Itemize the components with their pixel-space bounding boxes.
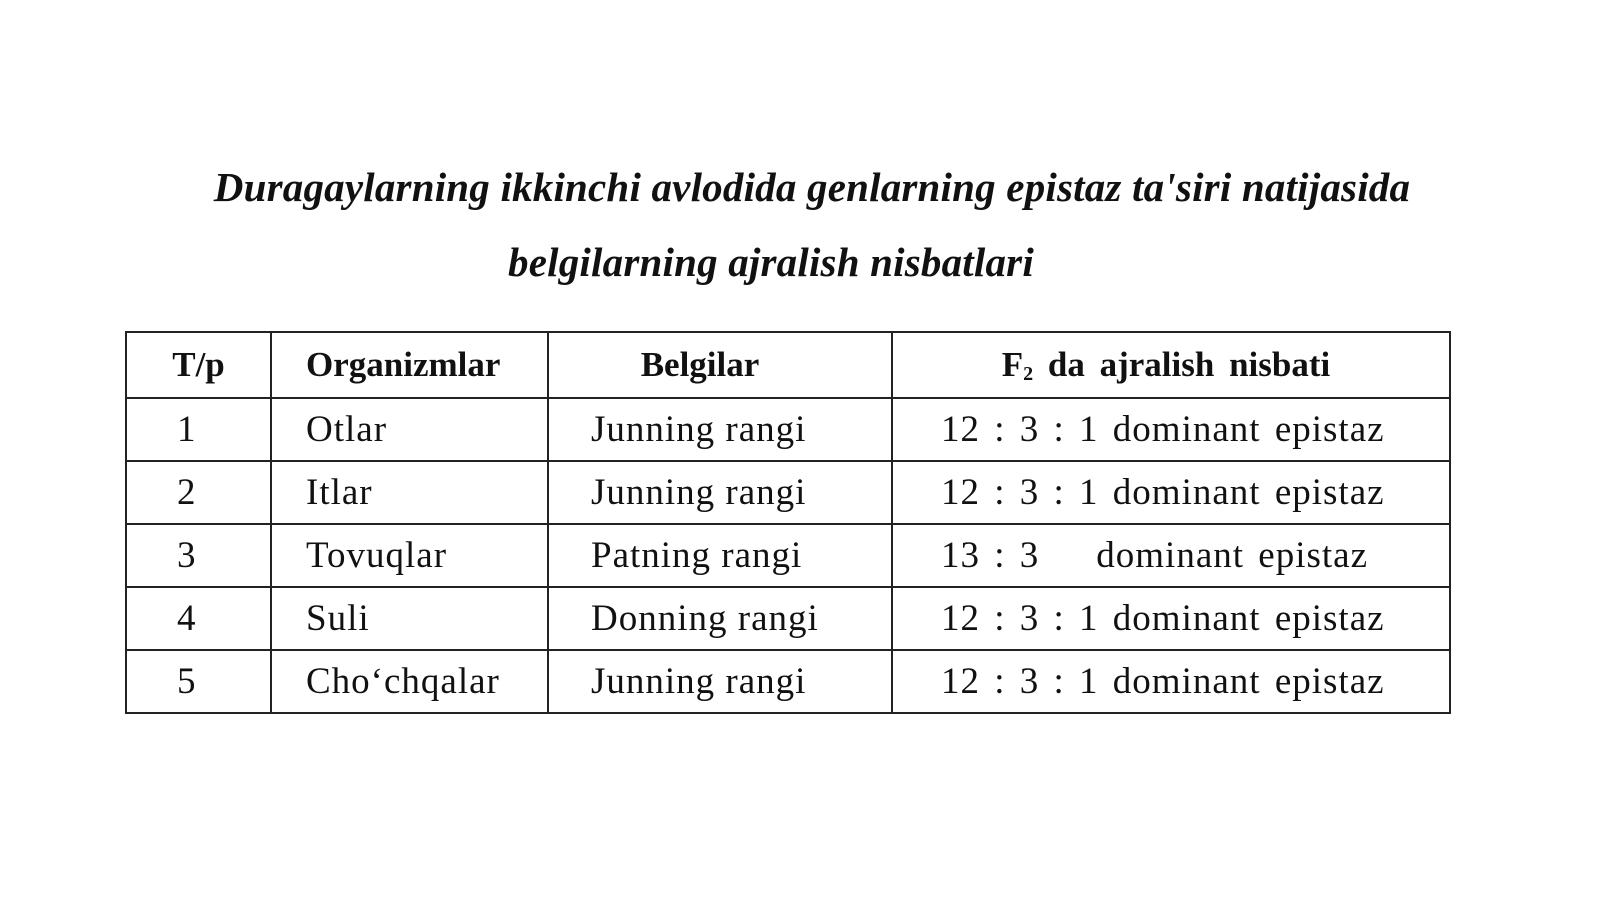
cell-ratio: 13 : 3 dominant epistaz [892, 524, 1450, 587]
cell-trait: Donning rangi [548, 587, 892, 650]
cell-trait: Junning rangi [548, 461, 892, 524]
table-title-line-2: belgilarning ajralish nisbatlari [508, 239, 1034, 285]
cell-number: 5 [126, 650, 271, 713]
header-number: T/p [126, 332, 271, 398]
cell-number: 1 [126, 398, 271, 461]
header-ratio-prefix: F [1001, 344, 1024, 384]
table-row [126, 524, 1450, 587]
cell-number: 4 [126, 587, 271, 650]
cell-number: 2 [126, 461, 271, 524]
header-organisms: Organizmlar [271, 332, 548, 398]
cell-trait: Junning rangi [548, 398, 892, 461]
epistasis-ratio-table [125, 331, 1451, 714]
cell-trait: Patning rangi [548, 524, 892, 587]
cell-ratio: 12 : 3 : 1 dominant epistaz [892, 650, 1450, 713]
cell-organism: Suli [271, 587, 548, 650]
header-ratio-text: da ajralish nisbati [1033, 344, 1331, 384]
table-title-line-1: Duragaylarning ikkinchi avlodida genlarning epistaz ta'siri natijasida [213, 164, 1411, 210]
cell-organism: Itlar [271, 461, 548, 524]
cell-ratio: 12 : 3 : 1 dominant epistaz [892, 461, 1450, 524]
cell-ratio: 12 : 3 : 1 dominant epistaz [892, 398, 1450, 461]
header-ratio-subscript: 2 [1023, 362, 1034, 385]
header-ratio [892, 332, 1450, 398]
cell-ratio: 12 : 3 : 1 dominant epistaz [892, 587, 1450, 650]
cell-organism: Cho‘chqalar [271, 650, 548, 713]
cell-trait: Junning rangi [548, 650, 892, 713]
table-row [126, 398, 1450, 461]
cell-organism: Otlar [271, 398, 548, 461]
header-traits: Belgilar [548, 332, 892, 398]
cell-organism: Tovuqlar [271, 524, 548, 587]
table-row [126, 650, 1450, 713]
table-header-row [126, 332, 1450, 398]
table-row [126, 587, 1450, 650]
cell-number: 3 [126, 524, 271, 587]
table-row [126, 461, 1450, 524]
